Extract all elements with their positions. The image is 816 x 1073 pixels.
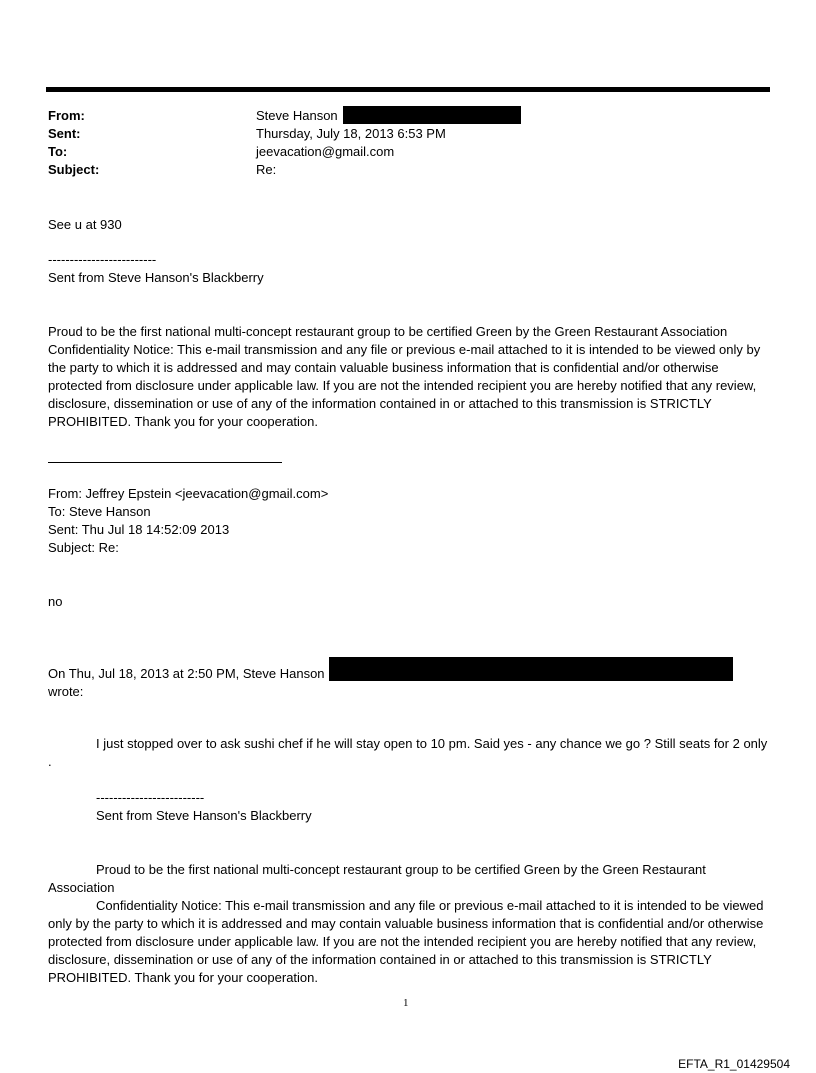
quoted-from: From: Jeffrey Epstein <jeevacation@gmail.com>	[48, 486, 329, 501]
on-date-line: On Thu, Jul 18, 2013 at 2:50 PM, Steve Hanson	[48, 666, 325, 681]
quoted-signature-dashes: -------------------------	[96, 790, 205, 805]
subject-label: Subject:	[48, 162, 100, 177]
subject-value: Re:	[256, 162, 277, 177]
header-rule	[46, 87, 770, 92]
quoted-message: I just stopped over to ask sushi chef if he will stay open to 10 pm. Said yes - any chance we go ? Still seats for 2 only .	[48, 736, 768, 769]
from-value: Steve Hanson	[256, 108, 338, 123]
message-line: See u at 930	[48, 217, 122, 232]
sent-label: Sent:	[48, 126, 81, 141]
redaction-box	[329, 657, 733, 681]
to-label: To:	[48, 144, 68, 159]
quoted-to: To: Steve Hanson	[48, 504, 151, 519]
page-number: 1	[403, 997, 409, 1009]
reply-text: no	[48, 594, 63, 609]
bates-number: EFTA_R1_01429504	[678, 1057, 790, 1071]
quoted-proud-line: Proud to be the first national multi-concept restaurant group to be certified Green by the Green Restaurant Association	[48, 862, 706, 895]
sent-value: Thursday, July 18, 2013 6:53 PM	[256, 126, 446, 141]
quoted-confidentiality: Confidentiality Notice: This e-mail transmission and any file or previous e-mail attached to it is intended to be viewed only by the party to which it is addressed and may contain valuable business information that is confidential and/or otherwise protected from disclosure under applicable law. If you are not the intended recipient you are hereby notified that any review, disclosure, dissemination or use of any of the information contained in or attached to this transmission is STRICTLY PROHIBITED. Thank you for your cooperation.	[48, 898, 764, 985]
wrote-line: wrote:	[48, 684, 84, 699]
quoted-signature: Sent from Steve Hanson's Blackberry	[96, 808, 312, 823]
redaction-box	[343, 106, 521, 124]
to-value: jeevacation@gmail.com	[256, 144, 395, 159]
quote-divider	[48, 462, 282, 463]
quoted-sent: Sent: Thu Jul 18 14:52:09 2013	[48, 522, 230, 537]
quoted-subject: Subject: Re:	[48, 540, 119, 555]
confidentiality-notice: Proud to be the first national multi-concept restaurant group to be certified Green by the Green Restaurant Association Confidentiality Notice: This e-mail transmission and any file or previous e-mail attached to it is intended to be viewed only by the party to which it is addressed and may contain valuable business information that is confidential and/or otherwise protected from disclosure under applicable law. If you are not the intended recipient you are hereby notified that any review, disclosure, dissemination or use of any of the information contained in or attached to this transmission is STRICTLY PROHIBITED. Thank you for your cooperation.	[48, 324, 761, 429]
signature-line: Sent from Steve Hanson's Blackberry	[48, 270, 264, 285]
from-label: From:	[48, 108, 85, 123]
signature-dashes: -------------------------	[48, 252, 157, 267]
